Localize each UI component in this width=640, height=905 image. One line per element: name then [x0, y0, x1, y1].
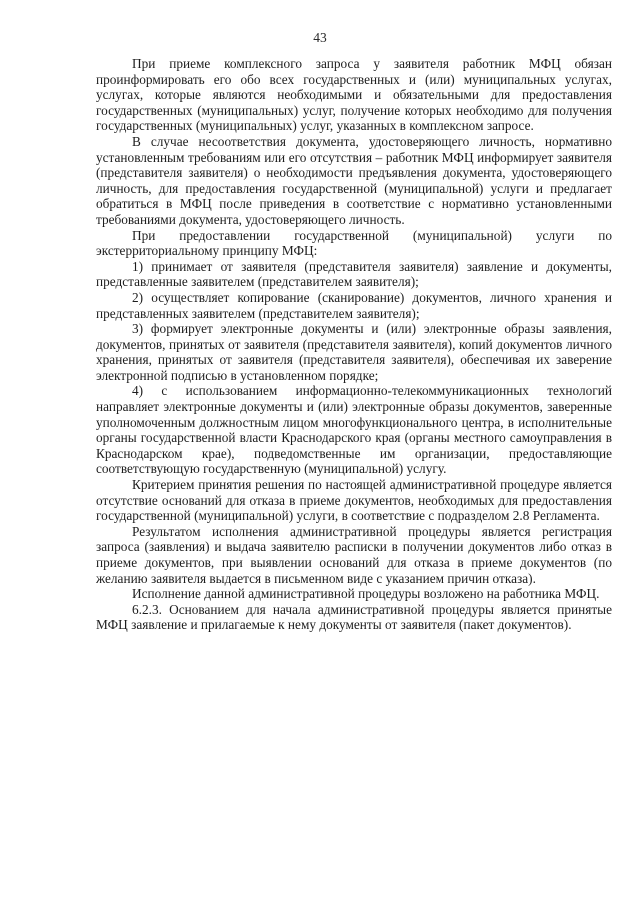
paragraph-decision-criterion: Критерием принятия решения по настоящей административной процедуре является отсутствие оснований для отказа в приеме документов, необходимых для предоставления государственной (муниципальной) услуги, в соответствие с подразделом 2.8 Регламента.: [96, 477, 612, 524]
list-item-1: 1) принимает от заявителя (представителя заявителя) заявление и документы, представленные заявителем (представителем заявителя);: [96, 258, 612, 290]
list-item-4: 4) с использованием информационно-телекоммуникационных технологий направляет электронные документы и (или) электронные образы документов, заверенные уполномоченным должностным лицом многофункционального центра, в исполнительные органы государственной власти Краснодарского края (органы местного самоуправления в Краснодарском крае), подведомственные им организации, предоставляющие соответствующую государственную (муниципальной) услугу.: [96, 383, 612, 477]
list-item-3: 3) формирует электронные документы и (или) электронные образы заявления, документов, принятых от заявителя (представителя заявителя), копий документов личного хранения, принятых от заявителя (представителя заявителя), обеспечивая их заверение электронной подписью в установленном порядке;: [96, 321, 612, 383]
paragraph-section-6-2-3: 6.2.3. Основанием для начала административной процедуры является принятые МФЦ заявление и прилагаемые к нему документы от заявителя (пакет документов).: [96, 601, 612, 633]
list-item-2: 2) осуществляет копирование (сканирование) документов, личного хранения и представленных заявителем (представителем заявителя);: [96, 289, 612, 321]
paragraph-complex-request: При приеме комплексного запроса у заявителя работник МФЦ обязан проинформировать его обо всех государственных и (или) муниципальных услугах, услугах, которые являются необходимыми и обязательными для предоставления государственных (муниципальных) услуг, получение которых необходимо для получения государственных (муниципальных) услуг, указанных в комплексном запросе.: [96, 56, 612, 134]
page-number: 43: [313, 30, 327, 45]
paragraph-responsible: Исполнение данной административной процедуры возложено на работника МФЦ.: [132, 586, 600, 602]
document-body: [96, 56, 612, 633]
paragraph-procedure-result: Результатом исполнения административной процедуры является регистрация запроса (заявления) и выдача заявителю расписки в получении документов либо отказ в приеме документов, при выявлении оснований для отказа в приеме документов (по желанию заявителя выдается в письменном виде с указанием причин отказа).: [96, 523, 612, 586]
paragraph-extraterritorial: При предоставлении государственной (муниципальной) услуги по экстерриториальному принципу МФЦ:: [96, 227, 612, 259]
paragraph-identity-document: В случае несоответствия документа, удостоверяющего личность, нормативно установленным требованиям или его отсутствия – работник МФЦ информирует заявителя (представителя заявителя) о необходимости предъявления документа, удостоверяющего личность, для предоставления государственной (муниципальной) услуги и предлагает обратиться в МФЦ после приведения в соответствие с нормативно установленными требованиями документа, удостоверяющего личность.: [96, 133, 612, 227]
